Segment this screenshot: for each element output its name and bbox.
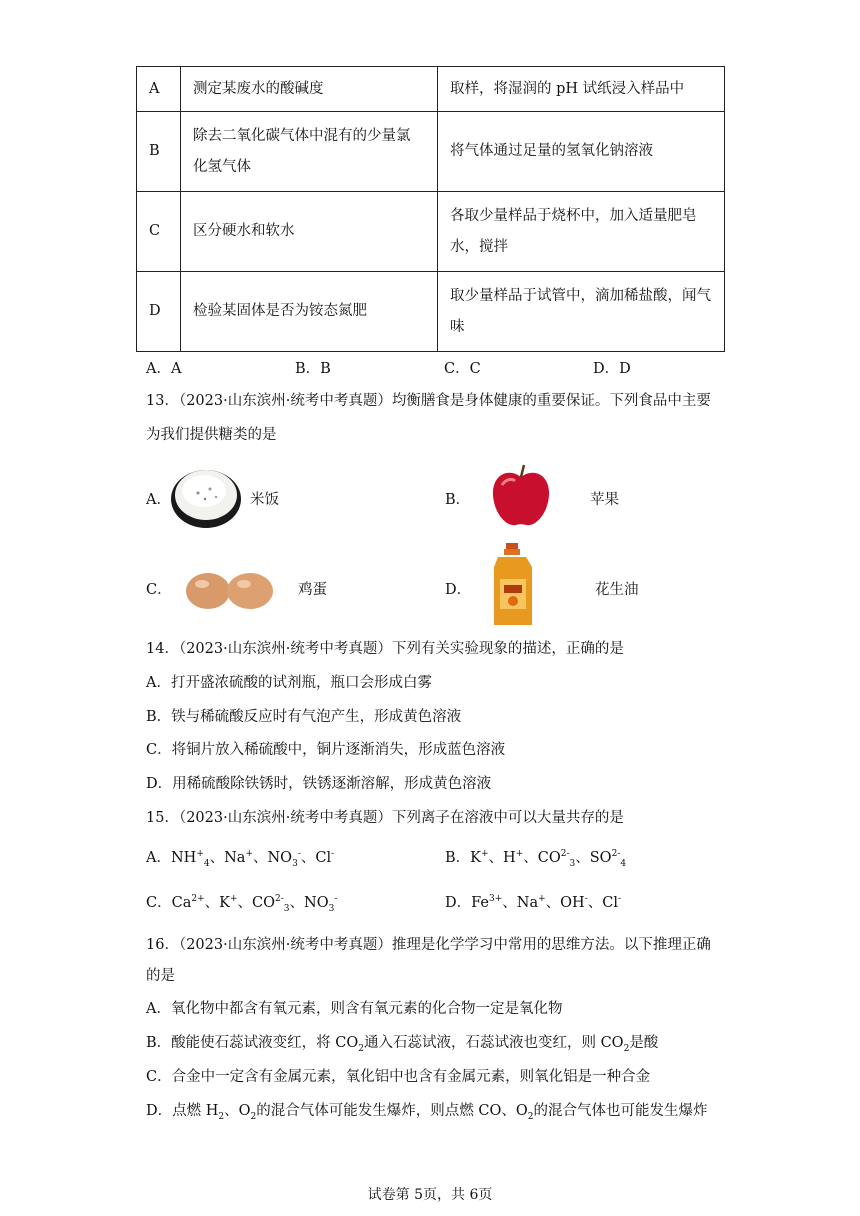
q13-option-b-label: 苹果 xyxy=(590,492,619,508)
row-task-line: 化氢气体 xyxy=(193,158,251,175)
text-part: 的混合气体也可能发生爆炸 xyxy=(533,1103,708,1119)
q16-option-a: A．氧化物中都含有氧元素，则含有氧元素的化合物一定是氧化物 xyxy=(146,1001,563,1017)
option-key: D． xyxy=(445,895,472,911)
q16-stem: 16．（2023·山东滨州·统考中考真题）推理是化学学习中常用的思维方法。以下推理正确 xyxy=(146,937,711,953)
q15-stem: 15．（2023·山东滨州·统考中考真题）下列离子在溶液中可以大量共存的是 xyxy=(146,810,624,826)
choice-a: A．A xyxy=(146,361,182,377)
apple-icon xyxy=(490,461,552,529)
row-method-line: 取少量样品于试管中，滴加稀盐酸，闻气 xyxy=(450,287,711,304)
options-table xyxy=(136,66,725,352)
q14-option-c: C．将铜片放入稀硫酸中，铜片逐渐消失，形成蓝色溶液 xyxy=(146,742,506,758)
eggs-icon xyxy=(184,569,276,611)
q15-option-b: B．K+、H+、$CO^{2-}_3$、$SO^{2-}_4$ xyxy=(445,849,627,869)
q12-choices xyxy=(146,357,746,377)
q14-option-d: D．用稀硫酸除铁锈时，铁锈逐渐溶解，形成黄色溶液 xyxy=(146,776,492,792)
table-row xyxy=(137,112,725,192)
q15-option-a: A．$NH^+_4$、Na+、$NO_3^-$、Cl- xyxy=(146,849,335,869)
q15-option-d: D．$Fe^{3+}$、Na+、OH-、Cl- xyxy=(445,894,622,911)
page-footer: 试卷第 5页，共 6页 xyxy=(367,1187,493,1203)
q13-option-b-key: B． xyxy=(445,492,471,508)
row-key: B xyxy=(137,112,181,192)
q13-option-d-label: 花生油 xyxy=(595,582,639,598)
q13-stem-cont: 为我们提供糖类的是 xyxy=(146,427,277,443)
row-task: 检验某固体是否为铵态氮肥 xyxy=(181,272,438,352)
q14-stem: 14．（2023·山东滨州·统考中考真题）下列有关实验现象的描述，正确的是 xyxy=(146,641,624,657)
row-method-line: 各取少量样品于烧杯中，加入适量肥皂 xyxy=(450,207,697,224)
choice-c: C．C xyxy=(444,361,481,377)
choice-d: D．D xyxy=(593,361,631,377)
option-key: A． xyxy=(146,850,171,866)
row-method xyxy=(438,192,725,272)
row-task: 测定某废水的酸碱度 xyxy=(181,67,438,112)
q13-option-c-key: C． xyxy=(146,582,172,598)
q16-option-b: B．酸能使石蕊试液变红，将 $CO_2$通入石蕊试液，石蕊试液也变红，则 $CO_2$是酸 xyxy=(146,1035,659,1054)
q14-option-b: B．铁与稀硫酸反应时有气泡产生，形成黄色溶液 xyxy=(146,709,462,725)
text-part: D．点燃 H xyxy=(146,1103,219,1119)
q13-option-d-key: D． xyxy=(445,582,472,598)
table-row xyxy=(137,192,725,272)
q16-option-c: C．合金中一定含有金属元素，氧化铝中也含有金属元素，则氧化铝是一种合金 xyxy=(146,1069,651,1085)
text-part: 通入石蕊试液，石蕊试液也变红，则 CO xyxy=(363,1035,624,1051)
text-part: 是酸 xyxy=(629,1035,659,1051)
option-key: C． xyxy=(146,895,172,911)
row-key: C xyxy=(137,192,181,272)
q14-option-a: A．打开盛浓硫酸的试剂瓶，瓶口会形成白雾 xyxy=(146,675,432,691)
row-method: 将气体通过足量的氢氧化钠溶液 xyxy=(438,112,725,192)
table-row xyxy=(137,272,725,352)
choice-b: B．B xyxy=(295,361,331,377)
row-key: D xyxy=(137,272,181,352)
q15-option-c: C．$Ca^{2+}$、K+、$CO^{2-}_3$、$NO_3^-$ xyxy=(146,894,338,914)
row-task xyxy=(181,112,438,192)
row-method-line: 味 xyxy=(450,318,465,335)
q13-option-a-label: 米饭 xyxy=(250,492,279,508)
row-task: 区分硬水和软水 xyxy=(181,192,438,272)
text-part: 、O xyxy=(224,1103,251,1119)
rice-bowl-icon xyxy=(170,463,242,529)
row-method: 取样，将湿润的 pH 试纸浸入样品中 xyxy=(438,67,725,112)
q13-option-a-key: A． xyxy=(146,492,171,508)
q13-stem: 13．（2023·山东滨州·统考中考真题）均衡膳食是身体健康的重要保证。下列食品中主要 xyxy=(146,393,711,409)
q16-option-d: D．点燃 $H_2$、$O_2$的混合气体可能发生爆炸，则点燃 CO、$O_2$的混合气体也可能发生爆炸 xyxy=(146,1103,708,1122)
option-key: B． xyxy=(445,850,471,866)
row-method-line: 水，搅拌 xyxy=(450,238,508,255)
oil-bottle-icon xyxy=(490,543,536,629)
q13-option-c-label: 鸡蛋 xyxy=(298,582,327,598)
row-key: A xyxy=(137,67,181,112)
text-part: B．酸能使石蕊试液变红，将 CO xyxy=(146,1035,359,1051)
table-row xyxy=(137,67,725,112)
q16-stem-cont: 的是 xyxy=(146,968,175,984)
row-method xyxy=(438,272,725,352)
text-part: 的混合气体可能发生爆炸，则点燃 CO、O xyxy=(256,1103,528,1119)
row-task-line: 除去二氧化碳气体中混有的少量氯 xyxy=(193,127,411,144)
